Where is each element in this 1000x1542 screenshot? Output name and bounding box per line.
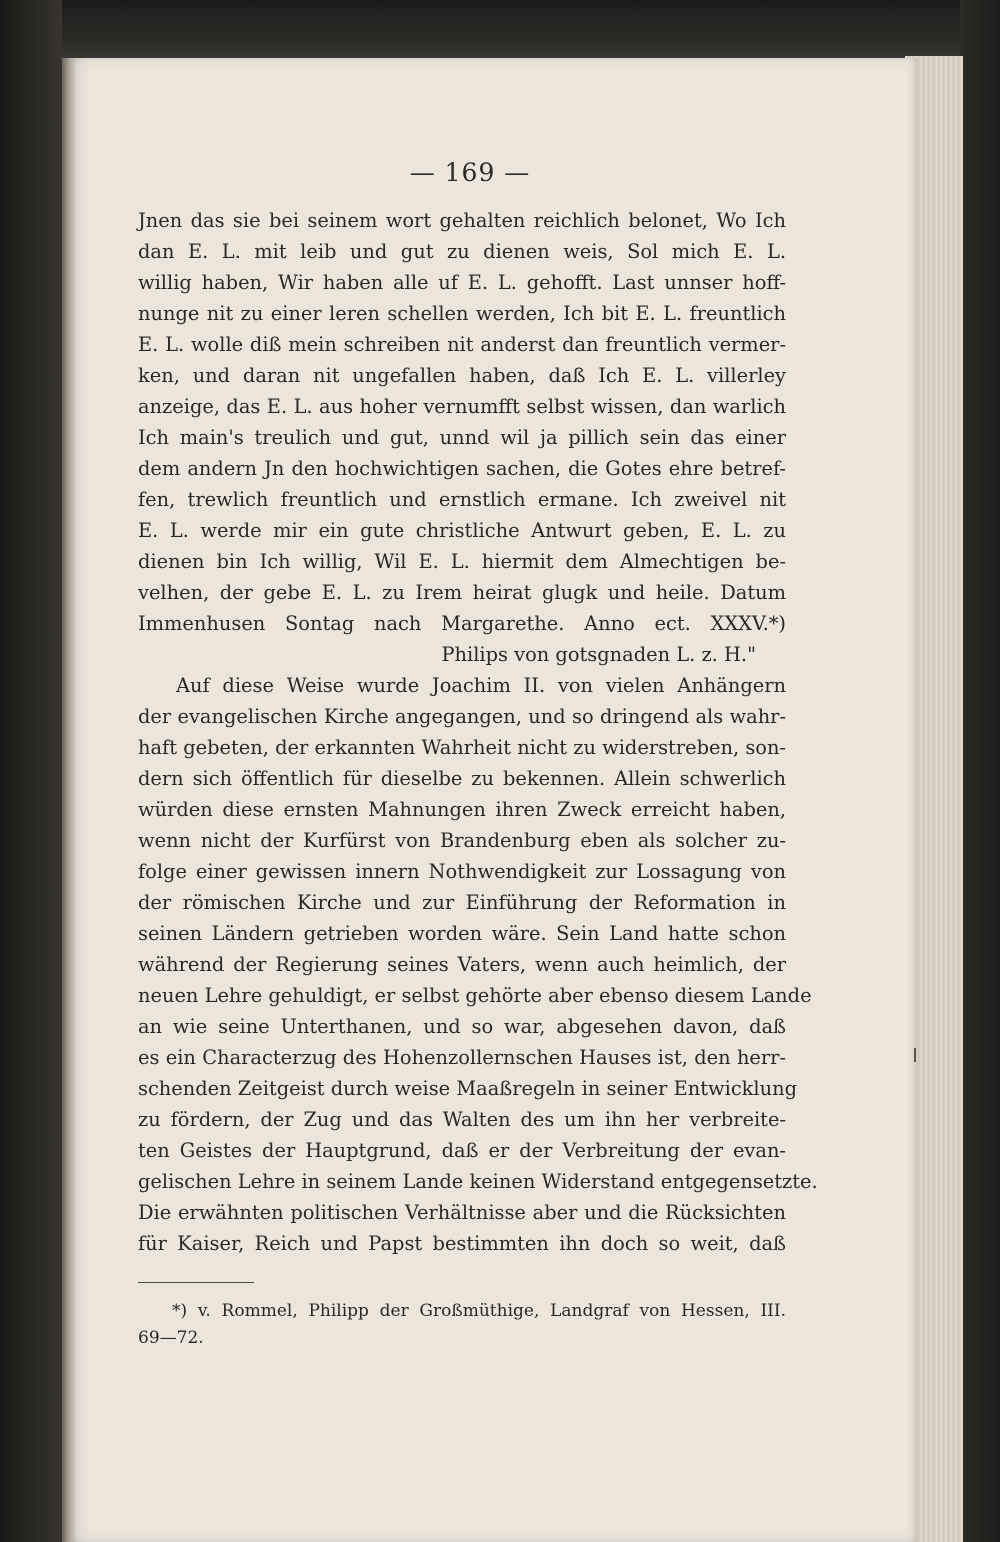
- book-binding-left: [0, 0, 62, 1542]
- text-line: gelischen Lehre in seinem Lande keinen Widerstand entgegensetzte.: [138, 1170, 818, 1193]
- text-line: E. L. werde mir ein gute christliche Antwurt geben, E. L. zu: [138, 519, 786, 542]
- text-line: für Kaiser, Reich und Papst bestimmten ihn doch so weit, daß: [138, 1232, 786, 1255]
- footnote-line: *) v. Rommel, Philipp der Großmüthige, Landgraf von Hessen, III.: [172, 1301, 786, 1321]
- text-line: seinen Ländern getrieben worden wäre. Sein Land hatte schon: [138, 922, 786, 945]
- text-line: schenden Zeitgeist durch weise Maaßregeln in seiner Entwicklung: [138, 1077, 798, 1100]
- text-line: an wie seine Unterthanen, und so war, abgesehen davon, daß: [138, 1015, 786, 1038]
- text-line: ken, und daran nit ungefallen haben, daß Ich E. L. villerley: [138, 364, 786, 387]
- text-line: es ein Characterzug des Hohenzollernschen Hauses ist, den herr-: [138, 1046, 786, 1069]
- book-binding-right: [960, 0, 1000, 1542]
- text-line: der römischen Kirche und zur Einführung der Reformation in: [138, 891, 786, 914]
- text-line: Die erwähnten politischen Verhältnisse aber und die Rücksichten: [138, 1201, 786, 1224]
- text-line: dienen bin Ich willig, Wil E. L. hiermit dem Almechtigen be-: [138, 550, 786, 573]
- text-line: Immenhusen Sontag nach Margarethe. Anno ect. XXXV.*): [138, 612, 786, 635]
- text-line: der evangelischen Kirche angegangen, und so dringend als wahr-: [138, 705, 786, 728]
- text-line: haft gebeten, der erkannten Wahrheit nicht zu widerstreben, son-: [138, 736, 786, 759]
- letter-signature: Philips von gotsgnaden L. z. H.": [441, 643, 756, 666]
- text-line: willig haben, Wir haben alle uf E. L. gehofft. Last unnser hoff-: [138, 271, 786, 294]
- page-gutter-shadow: [62, 58, 76, 1542]
- footnote-line: 69—72.: [138, 1328, 204, 1348]
- text-line: Jnen das sie bei seinem wort gehalten reichlich belonet, Wo Ich: [138, 209, 786, 232]
- footnote-divider: [138, 1282, 254, 1283]
- text-line: würden diese ernsten Mahnungen ihren Zweck erreicht haben,: [138, 798, 786, 821]
- text-line: zu fördern, der Zug und das Walten des um ihn her verbreite-: [138, 1108, 786, 1131]
- page-number: — 169 —: [409, 158, 531, 187]
- text-line: dem andern Jn den hochwichtigen sachen, die Gotes ehre betref-: [138, 457, 786, 480]
- text-line: fen, trewlich freuntlich und ernstlich ermane. Ich zweivel nit: [138, 488, 786, 511]
- body-text: [138, 205, 818, 1259]
- text-line: Ich main's treulich und gut, unnd wil ja pillich sein das einer: [138, 426, 786, 449]
- paragraph-start: Auf diese Weise wurde Joachim II. von vielen Anhängern: [176, 674, 786, 697]
- text-line: ten Geistes der Hauptgrund, daß er der Verbreitung der evan-: [138, 1139, 786, 1162]
- text-line: E. L. wolle diß mein schreiben nit anderst dan freuntlich vermer-: [138, 333, 786, 356]
- text-line: dern sich öffentlich für dieselbe zu bekennen. Allein schwerlich: [138, 767, 786, 790]
- footnote: [138, 1298, 786, 1352]
- text-line: nunge nit zu einer leren schellen werden, Ich bit E. L. freuntlich: [138, 302, 786, 325]
- text-line: anzeige, das E. L. aus hoher vernumfft selbst wissen, dan warlich: [138, 395, 786, 418]
- text-line: folge einer gewissen innern Nothwendigkeit zur Lossagung von: [138, 860, 786, 883]
- text-line: neuen Lehre gehuldigt, er selbst gehörte aber ebenso diesem Lande: [138, 984, 812, 1007]
- book-binding-top: [0, 0, 1000, 60]
- margin-mark: [914, 1048, 916, 1062]
- text-line: während der Regierung seines Vaters, wenn auch heimlich, der: [138, 953, 786, 976]
- text-line: velhen, der gebe E. L. zu Irem heirat glugk und heile. Datum: [138, 581, 786, 604]
- text-line: wenn nicht der Kurfürst von Brandenburg eben als solcher zu-: [138, 829, 786, 852]
- text-line: dan E. L. mit leib und gut zu dienen weis, Sol mich E. L.: [138, 240, 786, 263]
